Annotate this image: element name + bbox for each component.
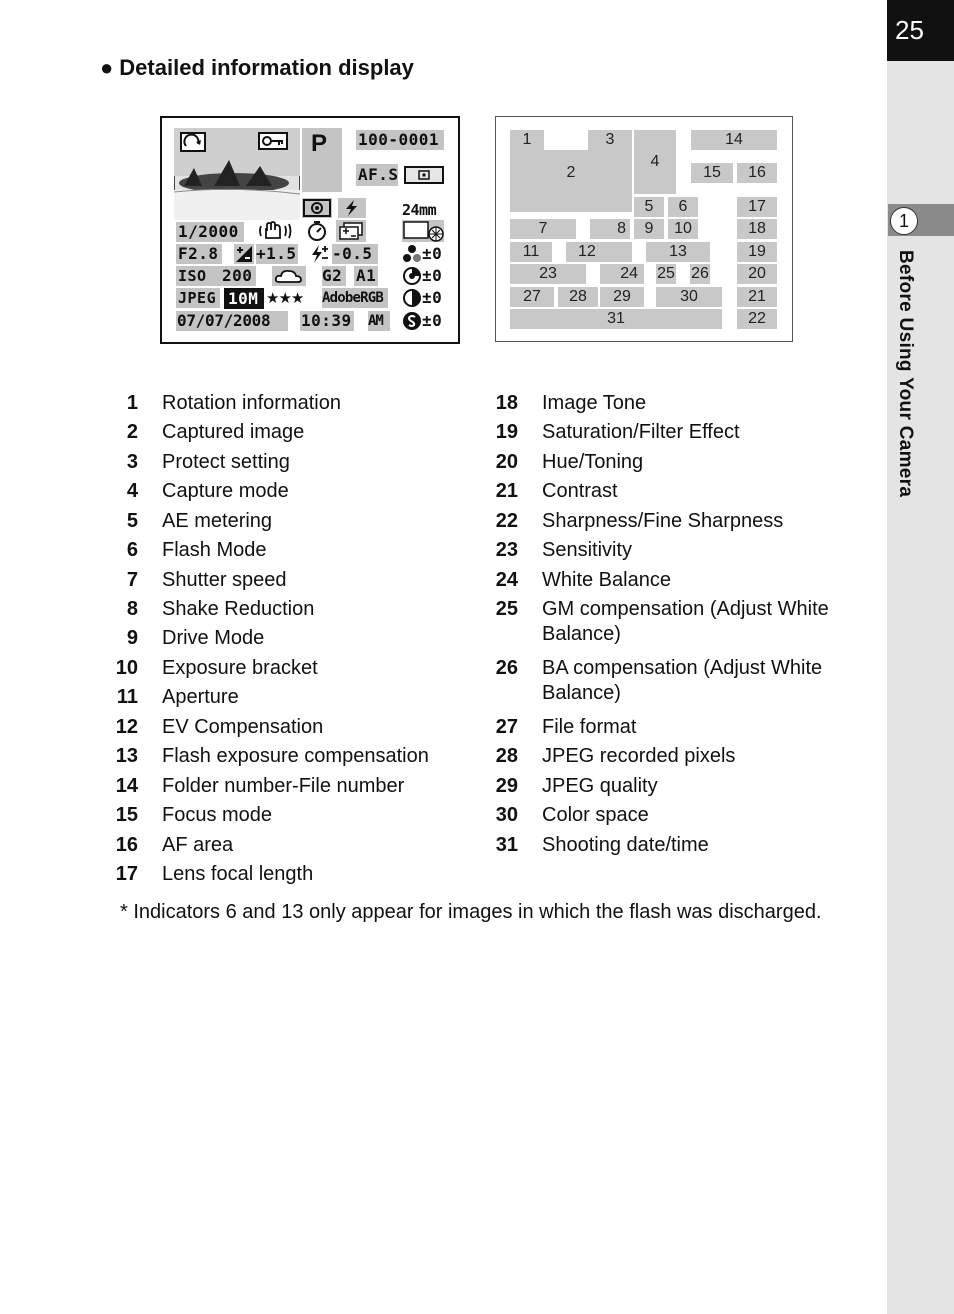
contrast-value: ±0 (422, 288, 443, 307)
legend-num: 6 (126, 539, 138, 561)
legend-num: 16 (115, 834, 138, 856)
map-box-12: 12 (566, 242, 632, 262)
legend-num: 17 (115, 863, 138, 885)
ampm: AM (368, 313, 383, 329)
map-box-28: 28 (558, 287, 598, 307)
map-box-6: 6 (668, 197, 698, 217)
legend-num: 28 (495, 745, 518, 767)
map-box-23: 23 (510, 264, 586, 284)
legend-text: Captured image (162, 421, 305, 443)
legend-num: 21 (495, 480, 518, 502)
cloudy-icon (272, 266, 306, 286)
ev-compensation-icon (234, 244, 254, 264)
legend-num: 22 (495, 510, 518, 532)
map-box-14: 14 (691, 130, 777, 150)
legend-num: 15 (115, 804, 138, 826)
legend-text: Lens focal length (162, 863, 314, 885)
map-box-21: 21 (737, 287, 777, 307)
map-box-2: 2 (510, 150, 632, 212)
bullet: ● (100, 55, 114, 80)
legend-num: 19 (495, 421, 518, 443)
gm-value: G2 (322, 266, 343, 285)
legend-text: Aperture (162, 686, 239, 708)
legend-num: 14 (115, 775, 138, 797)
legend-num: 4 (126, 480, 138, 502)
legend-num: 20 (495, 451, 518, 473)
legend-num: 29 (495, 775, 518, 797)
section-heading (100, 55, 414, 81)
iso-label: ISO (178, 267, 207, 285)
map-box-9: 9 (634, 219, 664, 239)
map-box-19: 19 (737, 242, 777, 262)
legend-num: 5 (126, 510, 138, 532)
map-box-29: 29 (600, 287, 644, 307)
legend-text: Shutter speed (162, 569, 287, 591)
legend-text: File format (542, 716, 637, 738)
legend-text: Sharpness/Fine Sharpness (542, 510, 784, 532)
sidebar (887, 0, 954, 1314)
legend-text: JPEG recorded pixels (542, 745, 736, 767)
legend-num: 7 (126, 569, 138, 591)
legend-text: AF area (162, 834, 234, 856)
legend-num: 10 (115, 657, 138, 679)
map-box-5: 5 (634, 197, 664, 217)
legend-text: Exposure bracket (162, 657, 318, 679)
legend-num: 12 (115, 716, 138, 738)
legend-text-cont: Balance) (542, 623, 621, 645)
legend-text: Hue/Toning (542, 451, 644, 473)
rotation-icon (180, 132, 206, 152)
image-tone-icon (402, 220, 444, 242)
aperture: F2.8 (178, 244, 219, 263)
flash-comp-icon (310, 244, 330, 264)
map-box-3: 3 (588, 130, 632, 150)
legend-num: 18 (495, 392, 518, 414)
shutter-speed: 1/2000 (178, 222, 239, 241)
map-box-30: 30 (656, 287, 722, 307)
legend-text: Flash Mode (162, 539, 267, 561)
legend-num: 1 (126, 392, 138, 414)
map-box-1: 1 (510, 130, 544, 150)
legend-right (480, 392, 880, 872)
legend-text: Protect setting (162, 451, 290, 473)
legend-text-cont: Balance) (542, 682, 621, 704)
flash-compensation: -0.5 (332, 244, 373, 263)
legend-text: Image Tone (542, 392, 647, 414)
map-box-22: 22 (737, 309, 777, 329)
jpeg-quality: ★★★ (266, 289, 304, 307)
legend-text: Capture mode (162, 480, 289, 502)
capture-mode: P (311, 130, 328, 157)
map-box-10: 10 (668, 219, 698, 239)
map-box-25: 25 (657, 265, 675, 282)
legend-text: Shake Reduction (162, 598, 315, 620)
legend-num: 24 (495, 569, 518, 591)
focus-mode: AF.S (358, 165, 399, 184)
legend-text: Color space (542, 804, 649, 826)
legend-text: JPEG quality (542, 775, 658, 797)
legend-num: 13 (115, 745, 138, 767)
shooting-date: 07/07/2008 (177, 311, 271, 330)
key-icon (258, 132, 288, 150)
flash-icon (338, 198, 366, 218)
legend-num: 11 (116, 686, 138, 708)
legend-num: 3 (126, 451, 138, 473)
chapter-title: Before Using Your Camera (895, 250, 916, 498)
indicator-map-panel (495, 116, 793, 342)
jpeg-pixels: 10M (228, 289, 259, 308)
legend-text: Saturation/Filter Effect (542, 421, 740, 443)
legend-text: Focus mode (162, 804, 273, 826)
map-box-8: 8 (590, 219, 630, 239)
legend-num: 25 (495, 598, 518, 620)
contrast-icon (402, 288, 422, 308)
saturation-value: ±0 (422, 244, 443, 263)
footnote: * Indicators 6 and 13 only appear for images in which the flash was discharged. (120, 901, 822, 923)
map-box-17: 17 (737, 197, 777, 217)
file-number: 100-0001 (358, 130, 440, 149)
map-box-31: 31 (510, 309, 722, 329)
iso-value: 200 (222, 266, 253, 285)
map-box-16: 16 (737, 163, 777, 183)
shake-reduction-icon (258, 220, 294, 242)
legend-text: GM compensation (Adjust White (542, 598, 829, 620)
hue-value: ±0 (422, 266, 443, 285)
file-format: JPEG (178, 289, 217, 307)
map-box-26: 26 (691, 265, 709, 282)
legend-text: AE metering (162, 510, 273, 532)
legend-num: 27 (495, 716, 518, 738)
map-box-11: 11 (510, 242, 552, 262)
map-box-7: 7 (510, 219, 576, 239)
sharpness-icon (402, 311, 422, 331)
legend-num: 30 (495, 804, 518, 826)
sharpness-value: ±0 (422, 311, 443, 330)
hue-icon (402, 266, 422, 286)
legend-num: 2 (126, 421, 138, 443)
color-space: AdobeRGB (322, 290, 384, 306)
af-area-icon (404, 166, 444, 184)
ae-metering-icon (302, 198, 332, 218)
legend-text: Drive Mode (162, 627, 265, 649)
ev-compensation: +1.5 (256, 244, 297, 263)
shooting-time: 10:39 (301, 311, 352, 330)
map-box-27: 27 (510, 287, 554, 307)
legend-num: 8 (126, 598, 138, 620)
map-box-20: 20 (737, 264, 777, 284)
focal-length: 24mm (402, 201, 437, 219)
legend-left (100, 392, 470, 892)
saturation-icon (402, 244, 422, 264)
chapter-number: 1 (890, 207, 918, 235)
map-box-4: 4 (634, 130, 676, 194)
ba-value: A1 (356, 266, 377, 285)
map-box-24: 24 (600, 264, 644, 284)
detailed-display-panel (160, 116, 460, 344)
legend-text: Flash exposure compensation (162, 745, 429, 767)
legend-num: 23 (495, 539, 518, 561)
legend-text: Sensitivity (542, 539, 633, 561)
legend-text: BA compensation (Adjust White (542, 657, 823, 679)
map-box-13: 13 (646, 242, 710, 262)
map-box-15: 15 (691, 163, 733, 183)
legend-text: Folder number-File number (162, 775, 405, 797)
legend-num: 31 (495, 834, 518, 856)
page-number: 25 (887, 0, 954, 61)
legend-text: Contrast (542, 480, 618, 502)
legend-text: Shooting date/time (542, 834, 709, 856)
legend-text: EV Compensation (162, 716, 324, 738)
legend-text: White Balance (542, 569, 671, 591)
drive-mode-icon (306, 220, 328, 242)
legend-num: 9 (126, 627, 138, 649)
legend-text: Rotation information (162, 392, 341, 414)
map-box-18: 18 (737, 219, 777, 239)
section-title: Detailed information display (119, 55, 414, 80)
exposure-bracket-icon (336, 220, 366, 242)
legend-num: 26 (495, 657, 518, 679)
